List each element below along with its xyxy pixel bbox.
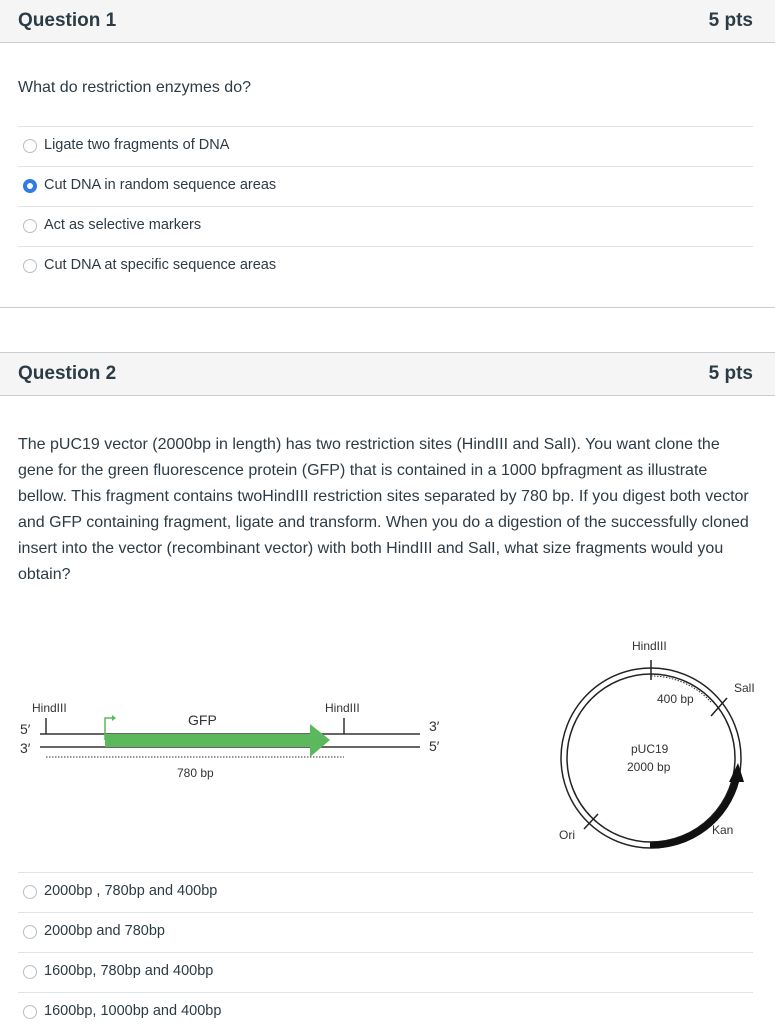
answer-option[interactable] bbox=[18, 206, 753, 246]
answer-label[interactable]: Cut DNA at specific sequence areas bbox=[44, 257, 277, 273]
answer-label[interactable]: 2000bp , 780bp and 400bp bbox=[44, 883, 218, 899]
kan-arrowhead bbox=[729, 763, 744, 782]
answer-label[interactable]: Cut DNA in random sequence areas bbox=[44, 177, 277, 193]
radio-button-selected[interactable] bbox=[23, 179, 37, 193]
five-prime-right: 5′ bbox=[429, 738, 440, 754]
question-1-header bbox=[0, 0, 775, 43]
sali-plasmid-label: SalI bbox=[734, 681, 755, 695]
question-1-title: Question 1 bbox=[18, 10, 117, 31]
plasmid-inner-ring bbox=[567, 674, 735, 842]
gfp-fragment-diagram bbox=[20, 701, 440, 780]
answer-option[interactable] bbox=[18, 872, 753, 912]
answer-option[interactable] bbox=[18, 126, 753, 166]
ori-label: Ori bbox=[559, 828, 575, 842]
hindiii-right-label: HindIII bbox=[325, 701, 360, 715]
question-2-text: The pUC19 vector (2000bp in length) has two restriction sites (HindIII and SalI). You want clone the gene for the green fluorescence protein (GFP) that is contained in a 1000 bpfragment as illustrate bellow. This fragment contains twoHindIII restriction sites separated by 780 bp. If you digest both vector and GFP containing fragment, ligate and transform. When you do a digestion of the successfully cloned insert into the vector (recombinant vector) with both HindIII and SalI, what size fragments would you obtain? bbox=[18, 436, 749, 583]
answer-option[interactable] bbox=[18, 166, 753, 206]
hindiii-left-label: HindIII bbox=[32, 701, 67, 715]
answer-label[interactable]: 1600bp, 1000bp and 400bp bbox=[44, 1003, 222, 1019]
cloning-figure bbox=[0, 620, 775, 860]
promoter-arrowhead bbox=[112, 715, 116, 721]
question-2-answers bbox=[18, 872, 753, 1032]
question-2-header bbox=[0, 352, 775, 396]
hindiii-plasmid-label: HindIII bbox=[632, 639, 667, 653]
radio-button[interactable] bbox=[23, 139, 37, 153]
question-1-bottom-divider bbox=[0, 307, 775, 308]
question-1-answers bbox=[18, 126, 753, 286]
radio-button[interactable] bbox=[23, 965, 37, 979]
question-2-title: Question 2 bbox=[18, 363, 117, 384]
gfp-gene-bar bbox=[105, 734, 311, 747]
answer-option[interactable] bbox=[18, 952, 753, 992]
three-prime-left: 3′ bbox=[20, 740, 31, 756]
five-prime-left: 5′ bbox=[20, 721, 31, 737]
answer-option[interactable] bbox=[18, 246, 753, 286]
gfp-gene-arrowhead bbox=[310, 724, 330, 757]
radio-button[interactable] bbox=[23, 885, 37, 899]
radio-button[interactable] bbox=[23, 219, 37, 233]
answer-label[interactable]: 2000bp and 780bp bbox=[44, 923, 165, 939]
answer-label[interactable]: Act as selective markers bbox=[44, 217, 202, 233]
question-1-points: 5 pts bbox=[708, 10, 753, 31]
plasmid-size-label: 2000 bp bbox=[627, 760, 671, 774]
distance-780-label: 780 bp bbox=[177, 766, 214, 780]
puc19-plasmid-diagram bbox=[559, 639, 755, 848]
radio-button[interactable] bbox=[23, 259, 37, 273]
plasmid-name-label: pUC19 bbox=[631, 742, 669, 756]
distance-400-label: 400 bp bbox=[657, 692, 694, 706]
question-2-points: 5 pts bbox=[708, 363, 753, 384]
answer-option[interactable] bbox=[18, 912, 753, 952]
answer-label[interactable]: Ligate two fragments of DNA bbox=[44, 137, 230, 153]
answer-label[interactable]: 1600bp, 780bp and 400bp bbox=[44, 963, 214, 979]
three-prime-right: 3′ bbox=[429, 718, 440, 734]
radio-button[interactable] bbox=[23, 925, 37, 939]
answer-option[interactable] bbox=[18, 992, 753, 1032]
question-1-text: What do restriction enzymes do? bbox=[18, 79, 251, 96]
gfp-label: GFP bbox=[188, 712, 217, 728]
kan-label: Kan bbox=[712, 823, 734, 837]
radio-button[interactable] bbox=[23, 1005, 37, 1019]
